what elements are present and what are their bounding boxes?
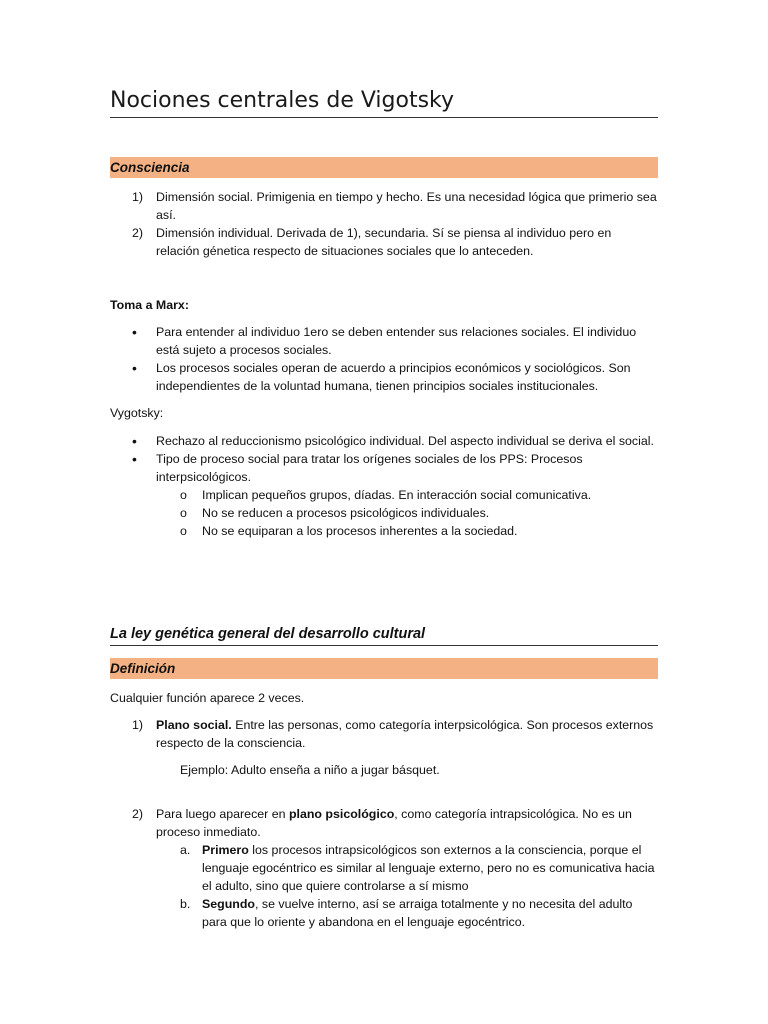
list-marker: 1) <box>132 190 144 204</box>
marx-label-text: Toma a Marx: <box>110 298 189 312</box>
list-item-text: Dimensión social. Primigenia en tiempo y hecho. Es una necesidad lógica que primerio sea así. <box>156 190 657 222</box>
list-item <box>110 188 658 224</box>
ley-intro-text: Cualquier función aparece 2 veces. <box>110 691 305 705</box>
list-item-text: Rechazo al reduccionismo psicológico individual. Del aspecto individual se deriva el social. <box>156 434 654 448</box>
sub-list-item-text: Implican pequeños grupos, díadas. En interacción social comunicativa. <box>202 488 592 502</box>
ley-example <box>110 761 658 779</box>
sub-list-item <box>110 486 658 504</box>
bullet-marker: • <box>132 433 137 449</box>
ley-item-2 <box>110 805 658 931</box>
alpha-list-item <box>110 841 658 895</box>
circle-marker: o <box>180 524 187 538</box>
ley-intro <box>110 689 658 707</box>
section-band-definicion: Definición <box>110 658 658 679</box>
list-item <box>110 323 658 359</box>
alpha-item-bold: Primero <box>202 843 249 857</box>
list-item-text: Para entender al individuo 1ero se deben entender sus relaciones sociales. El individuo está sujeto a procesos sociales. <box>156 325 637 357</box>
list-item-text: Tipo de proceso social para tratar los orígenes sociales de los PPS: Procesos interpsicológicos. <box>156 452 583 484</box>
list-item <box>110 450 658 486</box>
sub-list-item-text: No se reducen a procesos psicológicos individuales. <box>202 506 490 520</box>
sub-list-item <box>110 504 658 522</box>
marx-list <box>110 323 658 395</box>
vygotsky-block <box>110 404 658 422</box>
list-item <box>110 224 658 260</box>
section-band-consciencia: Consciencia <box>110 157 658 178</box>
list-marker: 2) <box>132 807 144 821</box>
circle-marker: o <box>180 488 187 502</box>
list-marker: 1) <box>132 718 144 732</box>
list-item <box>110 432 658 450</box>
vygotsky-label: Vygotsky: <box>110 406 164 420</box>
list-item-bold: plano psicológico <box>288 807 395 821</box>
document-title: Nociones centrales de Vigotsky <box>110 86 658 118</box>
list-item-text: Los procesos sociales operan de acuerdo a principios económicos y sociológicos. Son independientes de la voluntad humana, tienen principios sociales institucionales. <box>156 361 631 393</box>
bullet-marker: • <box>132 324 137 340</box>
list-item <box>110 359 658 395</box>
consciencia-list <box>110 188 658 260</box>
alpha-item-text: los procesos intrapsicológicos son externos a la consciencia, porque el lenguaje egocéntrico es similar al lenguaje externo, pero no es comunicativa hacia el adulto, sino que quiere controlarse a sí mismo <box>202 843 655 893</box>
section-heading-ley: La ley genética general del desarrollo cultural <box>110 624 658 646</box>
circle-marker: o <box>180 506 187 520</box>
list-item-bold: Plano social. <box>156 718 232 732</box>
list-item-text: , como categoría intrapsicológica. No es un proceso inmediato. <box>156 807 632 839</box>
bullet-marker: • <box>132 451 137 467</box>
bullet-marker: • <box>132 360 137 376</box>
alpha-list-item <box>110 895 658 931</box>
alpha-marker: b. <box>180 897 191 911</box>
sub-list-item-text: No se equiparan a los procesos inherentes a la sociedad. <box>202 524 518 538</box>
ley-item-1 <box>110 716 658 752</box>
list-item <box>110 805 658 841</box>
alpha-item-text: , se vuelve interno, así se arraiga totalmente y no necesita del adulto para que lo oriente y abandona en el lenguaje egocéntrico. <box>202 897 633 929</box>
alpha-marker: a. <box>180 843 191 857</box>
example-text: Ejemplo: Adulto enseña a niño a jugar básquet. <box>180 763 440 777</box>
vygotsky-list <box>110 432 658 540</box>
list-item <box>110 716 658 752</box>
list-item-text: Para luego aparecer en <box>156 807 289 821</box>
marx-block <box>110 296 658 314</box>
marx-label <box>110 296 658 314</box>
list-item-text: Dimensión individual. Derivada de 1), secundaria. Sí se piensa al individuo pero en relación génetica respecto de situaciones sociales que lo anteceden. <box>156 226 612 258</box>
list-item-text: Entre las personas, como categoría interpsicológica. Son procesos externos respecto de la consciencia. <box>156 718 654 750</box>
sub-list-item <box>110 522 658 540</box>
list-marker: 2) <box>132 226 144 240</box>
alpha-item-bold: Segundo <box>202 897 255 911</box>
